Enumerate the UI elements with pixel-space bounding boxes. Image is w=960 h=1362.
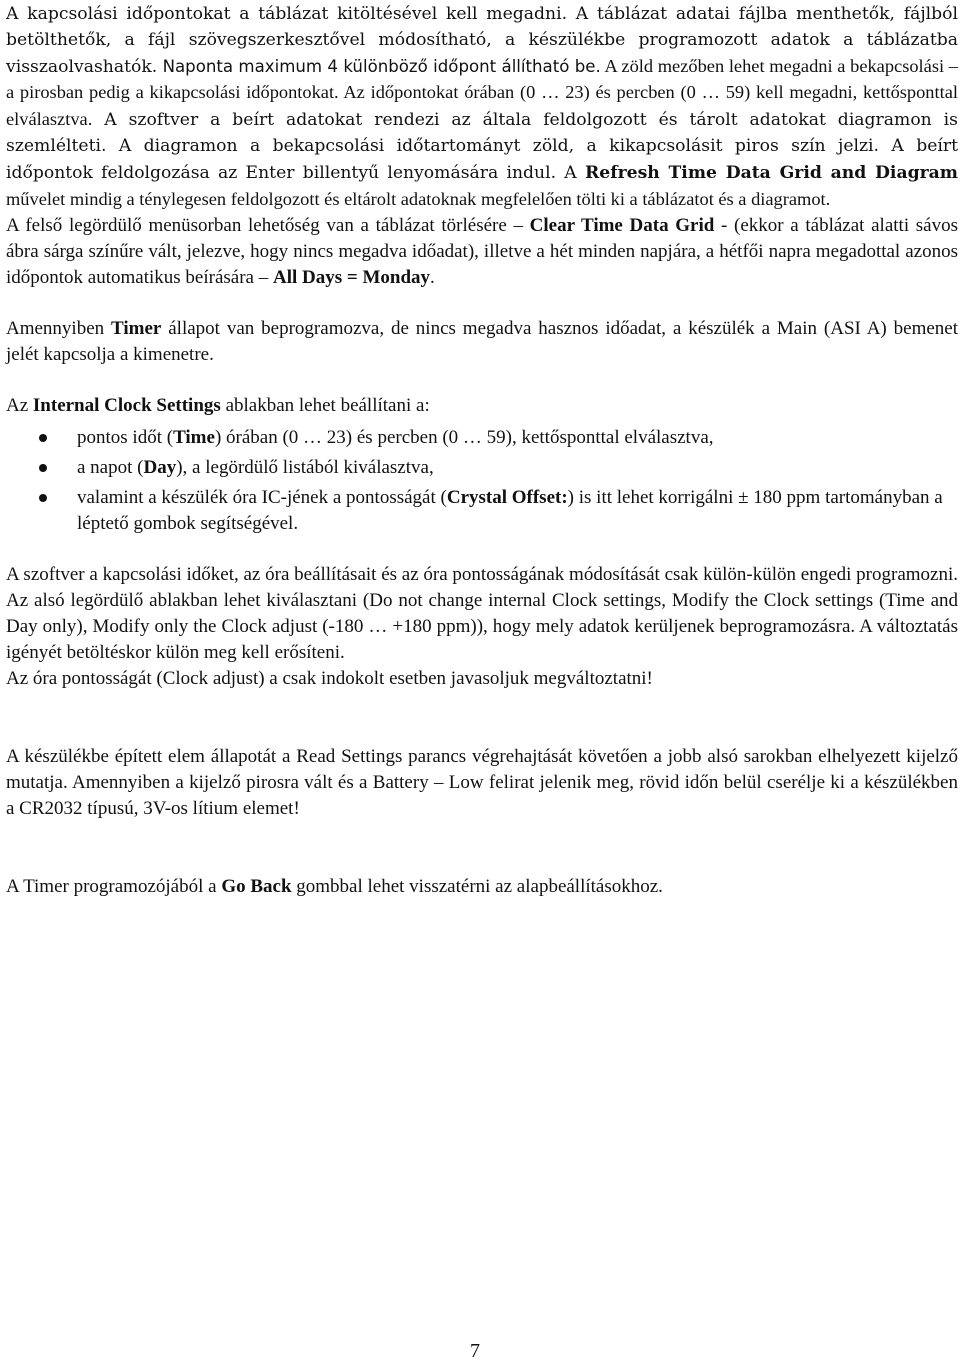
clock-text-1: Az	[6, 395, 33, 417]
software-text-1: A szoftver a kapcsolási időket, az óra beállításait és az óra pontosságának módosítását csak külön-külön engedi programozni. Az alsó legördülő ablakban lehet kiválasztani (Do not change internal Clock settings, Modify the Clock settings (Time and Day only), Modify only the Clock adjust (-180 … +180 ppm)), hogy mely adatok kerüljenek beprogramozásra. A változtatás igényét betöltéskor külön meg kell erősíteni.	[6, 564, 958, 664]
bullet-icon	[39, 494, 47, 502]
clear-text-2: - (ekkor a táblázat alatti sávos ábra sárga színűre vált, jelezve, hogy nincs megadva időadat), illetve a hét minden napjára, a hétfői napra megadottal azonos időpontok automatikus beírására –	[6, 215, 958, 289]
software-text-2: Az óra pontosságát (Clock adjust) a csak indokolt esetben javasoljuk megváltoztatni!	[6, 668, 653, 690]
refresh-command-name: Refresh Time Data Grid and Diagram	[584, 162, 958, 183]
list-item	[6, 455, 958, 481]
list-item-text-2: ) órában (0 … 23) és percben (0 … 59), kettősponttal elválasztva,	[214, 427, 714, 449]
intro-text-6: művelet mindig a ténylegesen feldolgozott és eltárolt adatoknak megfelelően tölti ki a táblázatot és a diagramot.	[6, 188, 831, 209]
software-paragraph	[6, 562, 958, 692]
timer-paragraph	[6, 316, 958, 368]
go-back-text-2: gombbal lehet visszatérni az alapbeállításokhoz.	[291, 876, 663, 898]
page-number: 7	[470, 1340, 480, 1362]
battery-paragraph: A készülékbe épített elem állapotát a Read Settings parancs végrehajtását követően a jobb alsó sarokban elhelyezett kijelző mutatja. Amennyiben a kijelző pirosra vált és a Battery – Low felirat jelenik meg, rövid időn belül cserélje ki a készülékben a CR2032 típusú, 3V-os lítium elemet!	[6, 746, 958, 820]
all-days-command-name: All Days = Monday	[273, 267, 431, 289]
clock-text-2: ablakban lehet beállítani a:	[220, 395, 430, 417]
list-item-term: Time	[173, 427, 215, 449]
list-item-text-1: pontos időt (	[77, 427, 174, 449]
go-back-text-1: A Timer programozójából a	[6, 876, 222, 898]
clock-settings-list	[6, 425, 958, 537]
intro-paragraph	[6, 2, 958, 213]
clear-text-1: A felső legördülő menüsorban lehetőség van a táblázat törlésére –	[6, 215, 530, 237]
bullet-icon	[39, 434, 47, 442]
timer-text-1: Amennyiben	[6, 318, 112, 340]
bullet-icon	[39, 464, 47, 472]
timer-text-2: állapot van beprogramozva, de nincs megadva hasznos időadat, a készülék a Main (ASI A) bemenet jelét kapcsolja a kimenetre.	[6, 318, 958, 366]
list-item-text-2: ) is itt lehet korrigálni ± 180 ppm tartományban a léptető gombok segítségével.	[77, 487, 943, 535]
list-item-text-1: valamint a készülék óra IC-jének a pontosságát (	[77, 487, 447, 509]
timer-term: Timer	[111, 318, 162, 340]
intro-text-5: A szoftver a beírt adatokat rendezi az általa feldolgozott és tárolt adatokat diagramon is szemlélteti. A diagramon a bekapcsolási időtartományt zöld, a kikapcsolásit piros szín jelzi. A beírt időpontok feldolgozása az Enter billentyű lenyomására indul. A	[6, 110, 958, 183]
go-back-button-name: Go Back	[221, 876, 292, 898]
list-item-text-1: a napot (	[77, 457, 144, 479]
internal-clock-settings-term: Internal Clock Settings	[32, 395, 221, 417]
clear-grid-paragraph	[6, 213, 958, 291]
list-item-term: Day	[143, 457, 177, 479]
list-item-term: Crystal Offset:	[446, 487, 568, 509]
clear-command-name: Clear Time Data Grid	[529, 215, 715, 237]
list-item-text-2: ), a legördülő listából kiválasztva,	[176, 457, 434, 479]
intro-text-2: Naponta maximum 4 különböző időpont állítható be.	[157, 56, 601, 76]
intro-text-3: A zöld mezőben lehet megadni a bekapcsolási – a pirosban pedig a kikapcsolási időpontokat.	[6, 55, 958, 103]
list-item	[6, 485, 958, 537]
intro-text-4: Az időpontokat órában (0 … 23) és percben (0 … 59) kell megadni, kettősponttal elválasztva.	[6, 82, 958, 130]
intro-text-1: A kapcsolási időpontokat a táblázat kitöltésével kell megadni. A táblázat adatai fájlba menthetők, fájlból betölthetők, a fájl szövegszerkesztővel módosítható, a készülékbe programozott adatok a táblázatba visszaolvashatók.	[6, 4, 958, 77]
clear-text-3: .	[430, 267, 435, 289]
document-page	[6, 2, 958, 900]
clock-settings-paragraph	[6, 393, 958, 419]
go-back-paragraph	[6, 874, 958, 900]
list-item	[6, 425, 958, 451]
